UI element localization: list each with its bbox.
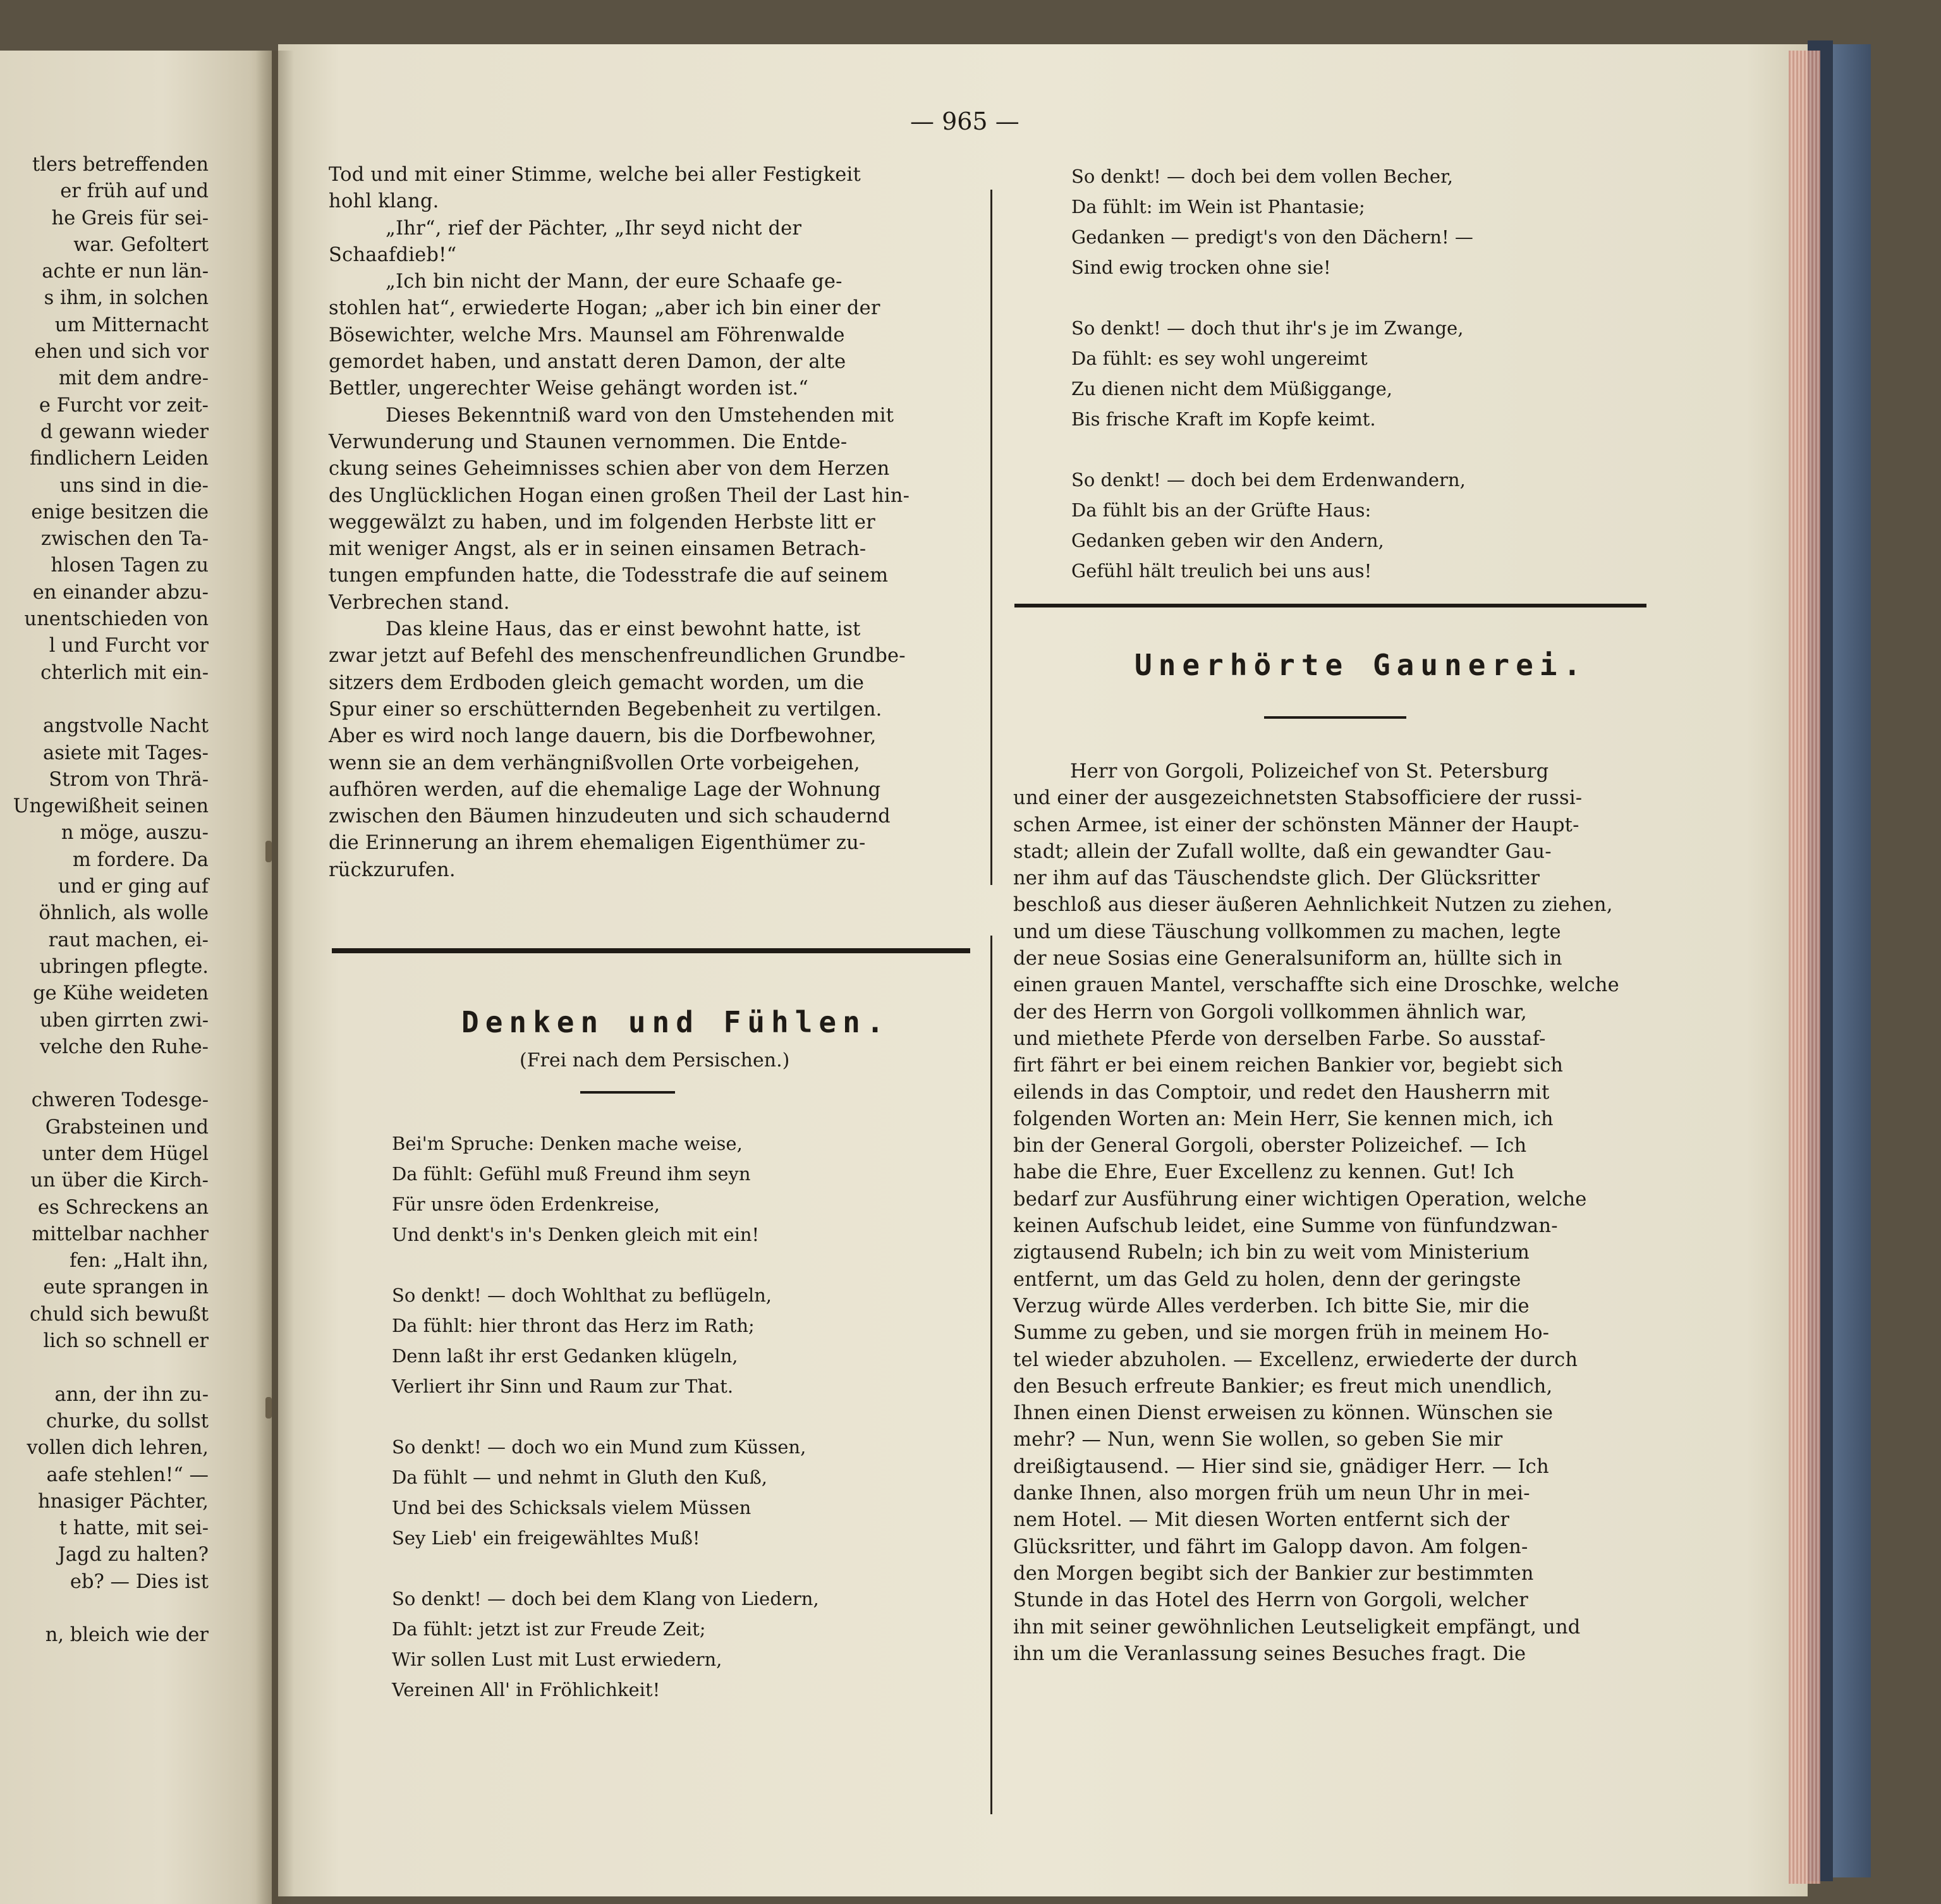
text-line: Grabsteinen und [45,1116,209,1138]
text-line: bin der General Gorgoli, oberster Polizeichef. — Ich [1013,1135,1527,1157]
poem-left-stanzas [392,1128,819,1735]
text-line: asiete mit Tages- [43,741,209,764]
poem-line: So denkt! — doch thut ihr's je im Zwange, [1071,317,1464,339]
text-line: eilends in das Comptoir, und redet den Hausherrn mit [1013,1081,1550,1104]
section-rule [1014,604,1646,607]
poem-line: So denkt! — doch Wohlthat zu beflügeln, [392,1285,772,1306]
poem-stanza [1071,313,1473,434]
poem-line: So denkt! — doch wo ein Mund zum Küssen, [392,1436,806,1458]
text-line: chuld sich bewußt [29,1303,209,1326]
text-line: velche den Ruhe- [39,1035,209,1058]
poem-stanza [392,1128,819,1250]
text-line: gemordet haben, und anstatt deren Damon, der alte [329,351,846,374]
poem-line: Gedanken geben wir den Andern, [1071,530,1384,551]
poem-line: Gefühl hält treulich bei uns aus! [1071,560,1372,582]
text-line: öhnlich, als wolle [39,902,209,925]
binding-thread [265,841,272,862]
poem-line: Da fühlt: es sey wohl ungereimt [1071,348,1368,369]
text-line: s ihm, in solchen [44,287,209,310]
text-line: Bösewichter, welche Mrs. Maunsel am Föhrenwalde [329,324,845,346]
text-line: Strom von Thrä- [49,768,209,791]
text-line [0,1596,209,1622]
text-line: „Ihr“, rief der Pächter, „Ihr seyd nicht der [386,217,802,240]
text-line: und miethete Pferde von derselben Farbe. So ausstaf- [1013,1027,1546,1050]
text-line: zwischen den Ta- [40,528,209,551]
text-line: schen Armee, ist einer der schönsten Männer der Haupt- [1013,814,1579,836]
poem-line: Und denkt's in's Denken gleich mit ein! [392,1224,760,1245]
text-line: tel wieder abzuholen. — Excellenz, erwiederte der durch [1013,1348,1578,1371]
text-line: hnasiger Pächter, [37,1490,209,1513]
text-line: d gewann wieder [40,420,209,443]
section-rule [332,948,970,953]
text-line: „Ich bin nicht der Mann, der eure Schaafe ge- [386,271,843,293]
text-line: Glücksritter, und fährt im Galopp davon. Am folgen- [1013,1535,1528,1558]
text-line: n, bleich wie der [45,1624,209,1647]
text-line: ner ihm auf das Täuschendste glich. Der Glücksritter [1013,867,1540,890]
poem-line: Da fühlt: hier thront das Herz im Rath; [392,1315,755,1336]
binding-thread [265,1397,272,1419]
text-line: enige besitzen die [31,501,209,523]
text-line: mit dem andre- [58,367,209,390]
text-line: ihn mit seiner gewöhnlichen Leutseligkeit empfängt, und [1013,1616,1581,1639]
page-edges [1789,51,1820,1884]
text-line: e Furcht vor zeit- [39,394,209,417]
text-line: mehr? — Nun, wenn Sie wollen, so geben Sie mir [1013,1429,1503,1451]
poem-line: Da fühlt bis an der Grüfte Haus: [1071,499,1372,521]
text-line: Tod und mit einer Stimme, welche bei aller Festigkeit [329,164,861,186]
text-line: zwar jetzt auf Befehl des menschenfreundlichen Grundbe- [329,645,906,668]
poem-line: Verliert ihr Sinn und Raum zur That. [392,1376,734,1397]
text-line: churke, du sollst [46,1410,209,1432]
page-number: — 965 — [910,107,1019,135]
text-line: zigtausend Rubeln; ich bin zu weit vom Ministerium [1013,1242,1530,1264]
poem-line: Da fühlt — und nehmt in Gluth den Kuß, [392,1467,767,1488]
text-line: nem Hotel. — Mit diesen Worten entfernt sich der [1013,1509,1510,1532]
text-line: Dieses Bekenntniß ward von den Umstehenden mit [386,404,894,427]
text-line: eb? — Dies ist [70,1570,209,1593]
text-line: un über die Kirch- [30,1169,209,1192]
text-line: aafe stehlen!“ — [46,1463,209,1486]
text-line: die Erinnerung an ihrem ehemaligen Eigenthümer zu- [329,832,866,855]
poem-line: Da fühlt: jetzt ist zur Freude Zeit; [392,1618,706,1640]
text-line: hohl klang. [329,190,439,213]
poem-title: Denken und Fühlen. [461,1005,891,1039]
text-line: einen grauen Mantel, verschaffte sich eine Droschke, welche [1013,974,1619,997]
article-body [1013,759,1619,1668]
text-line: Jagd zu halten? [58,1544,209,1566]
text-line: ehen und sich vor [34,341,209,363]
poem-line: Bei'm Spruche: Denken mache weise, [392,1133,743,1154]
text-line: he Greis für sei- [51,207,209,229]
text-line: zwischen den Bäumen hinzudeuten und sich schaudernd [329,805,891,828]
text-line: Stunde in das Hotel des Herrn von Gorgoli, welcher [1013,1589,1528,1612]
text-line: t hatte, mit sei- [59,1517,209,1540]
text-line: tungen empfunden hatte, die Todesstrafe die auf seinem [329,564,889,587]
text-line: raut machen, ei- [48,929,209,951]
article-title: Unerhörte Gaunerei. [1135,648,1588,682]
poem-line: Zu dienen nicht dem Müßiggange, [1071,378,1393,400]
text-line: firt fährt er bei einem reichen Bankier vor, begiebt sich [1013,1054,1564,1077]
text-line: angstvolle Nacht [43,715,209,738]
text-line: aufhören werden, auf die ehemalige Lage der Wohnung [329,778,881,801]
text-line: unter dem Hügel [42,1142,209,1165]
column-separator [990,936,992,1814]
text-line: keinen Aufschub leidet, eine Summe von fünfundzwan- [1013,1215,1558,1238]
previous-page-text [0,152,209,1649]
text-line [0,1355,209,1381]
text-line: achte er nun län- [42,260,209,283]
text-line: Schaafdieb!“ [329,243,457,266]
text-line: Ihnen einen Dienst erweisen zu können. Wünschen sie [1013,1402,1554,1425]
text-line: uben girrten zwi- [40,1009,209,1032]
poem-line: So denkt! — doch bei dem Erdenwandern, [1071,469,1466,491]
text-line: chweren Todesge- [31,1089,209,1112]
text-line: und einer der ausgezeichnetsten Stabsofficiere der russi- [1013,787,1583,810]
article-title-rule [1264,716,1406,719]
text-line: eute sprangen in [43,1276,209,1299]
text-line: ge Kühe weideten [33,982,209,1005]
text-line: Das kleine Haus, das er einst bewohnt hatte, ist [386,618,861,641]
text-line: stohlen hat“, erwiederte Hogan; „aber ich bin einer der [329,297,880,320]
text-line: rückzurufen. [329,858,456,881]
poem-line: Bis frische Kraft im Kopfe keimt. [1071,408,1376,430]
text-line: bedarf zur Ausführung einer wichtigen Operation, welche [1013,1188,1587,1211]
text-line: ckung seines Geheimnisses schien aber von dem Herzen [329,458,890,480]
text-line: habe die Ehre, Euer Excellenz zu kennen. Gut! Ich [1013,1161,1514,1184]
text-line: wenn sie an dem verhängnißvollen Orte vorbeigehen, [329,752,860,774]
text-line: um Mitternacht [54,314,209,336]
poem-line: Für unsre öden Erdenkreise, [392,1193,660,1215]
poem-line: Denn laßt ihr erst Gedanken klügeln, [392,1345,738,1367]
poem-line: Sey Lieb' ein freigewähltes Muß! [392,1527,700,1549]
text-line: Herr von Gorgoli, Polizeichef von St. Petersburg [1070,760,1549,783]
text-line: ubringen pflegte. [39,955,209,978]
poem-line: Da fühlt: im Wein ist Phantasie; [1071,196,1365,217]
poem-stanza [392,1280,819,1401]
text-line: es Schreckens an [37,1196,209,1219]
text-line: Verbrechen stand. [329,591,510,614]
poem-line: So denkt! — doch bei dem vollen Becher, [1071,166,1453,187]
poem-line: Da fühlt: Gefühl muß Freund ihm seyn [392,1163,751,1185]
poem-stanza [1071,465,1473,586]
text-line: lich so schnell er [43,1330,209,1353]
text-line: fen: „Halt ihn, [70,1250,209,1272]
text-line: Aber es wird noch lange dauern, bis die Dorfbewohner, [329,725,877,748]
text-line [0,687,209,713]
text-line: Verzug würde Alles verderben. Ich bitte Sie, mir die [1013,1295,1530,1317]
poem-stanza [392,1432,819,1553]
text-line: en einander abzu- [32,581,209,604]
text-line: sitzers dem Erdboden gleich gemacht worden, um die [329,671,865,694]
text-line: mittelbar nachher [32,1223,209,1245]
text-line: n möge, auszu- [61,822,209,845]
poem-subtitle: (Frei nach dem Persischen.) [520,1049,790,1071]
column-separator [990,190,992,885]
text-line: den Besuch erfreute Bankier; es freut mich unendlich, [1013,1375,1553,1398]
text-line: danke Ihnen, also morgen früh um neun Uhr in mei- [1013,1482,1530,1505]
poem-line: Vereinen All' in Fröhlichkeit! [392,1679,660,1700]
text-line: Spur einer so erschütternden Begebenheit zu vertilgen. [329,698,882,721]
text-line: unentschieden von [24,608,209,631]
poem-line: Sind ewig trocken ohne sie! [1071,257,1331,278]
text-line: entfernt, um das Geld zu holen, denn der geringste [1013,1268,1521,1291]
text-line: Ungewißheit seinen [13,795,209,818]
text-line: tlers betreffenden [32,154,209,176]
text-line: folgenden Worten an: Mein Herr, Sie kennen mich, ich [1013,1108,1554,1130]
text-line: Verwunderung und Staunen vernommen. Die Entde- [329,430,848,453]
text-line: beschloß aus dieser äußeren Aehnlichkeit Nutzen zu ziehen, [1013,894,1613,917]
text-line [0,1061,209,1087]
text-line: ihn um die Veranlassung seines Besuches fragt. Die [1013,1642,1526,1665]
poem-title-rule [580,1091,675,1094]
text-line: m fordere. Da [72,848,209,871]
text-line: er früh auf und [60,180,209,203]
text-line: der des Herrn von Gorgoli vollkommen ähnlich war, [1013,1001,1527,1023]
text-line: Summe zu geben, und sie morgen früh in meinem Ho- [1013,1322,1550,1345]
text-line: stadt; allein der Zufall wollte, daß ein gewandter Gau- [1013,840,1552,863]
text-line: war. Gefoltert [73,233,209,256]
text-line: den Morgen begibt sich der Bankier zur bestimmten [1013,1562,1534,1585]
text-line: uns sind in die- [59,474,209,497]
text-line: der neue Sosias eine Generalsuniform an, hüllte sich in [1013,948,1562,970]
poem-right-stanzas [1071,161,1473,616]
text-line: ann, der ihn zu- [54,1383,209,1406]
text-line: weggewälzt zu haben, und im folgenden Herbste litt er [329,511,875,534]
text-line: vollen dich lehren, [27,1437,209,1460]
text-line: mit weniger Angst, als er in seinen einsamen Betrach- [329,538,867,561]
text-line: hlosen Tagen zu [51,554,209,577]
text-line: l und Furcht vor [49,635,209,657]
poem-line: So denkt! — doch bei dem Klang von Liedern, [392,1588,819,1609]
poem-stanza [1071,161,1473,283]
poem-stanza [392,1584,819,1705]
text-line: chterlich mit ein- [40,661,209,684]
text-line: Bettler, ungerechter Weise gehängt worden ist.“ [329,377,809,400]
text-line: und er ging auf [58,876,209,898]
poem-line: Und bei des Schicksals vielem Müssen [392,1497,751,1518]
text-line: und um diese Täuschung vollkommen zu machen, legte [1013,920,1561,943]
story-continuation [329,162,910,884]
gutter [256,51,294,1904]
text-line: dreißigtausend. — Hier sind sie, gnädiger Herr. — Ich [1013,1455,1549,1478]
poem-line: Wir sollen Lust mit Lust erwiedern, [392,1649,722,1670]
text-line: des Unglücklichen Hogan einen großen Theil der Last hin- [329,484,910,507]
text-line: findlichern Leiden [30,448,209,470]
poem-line: Gedanken — predigt's von den Dächern! — [1071,226,1473,248]
